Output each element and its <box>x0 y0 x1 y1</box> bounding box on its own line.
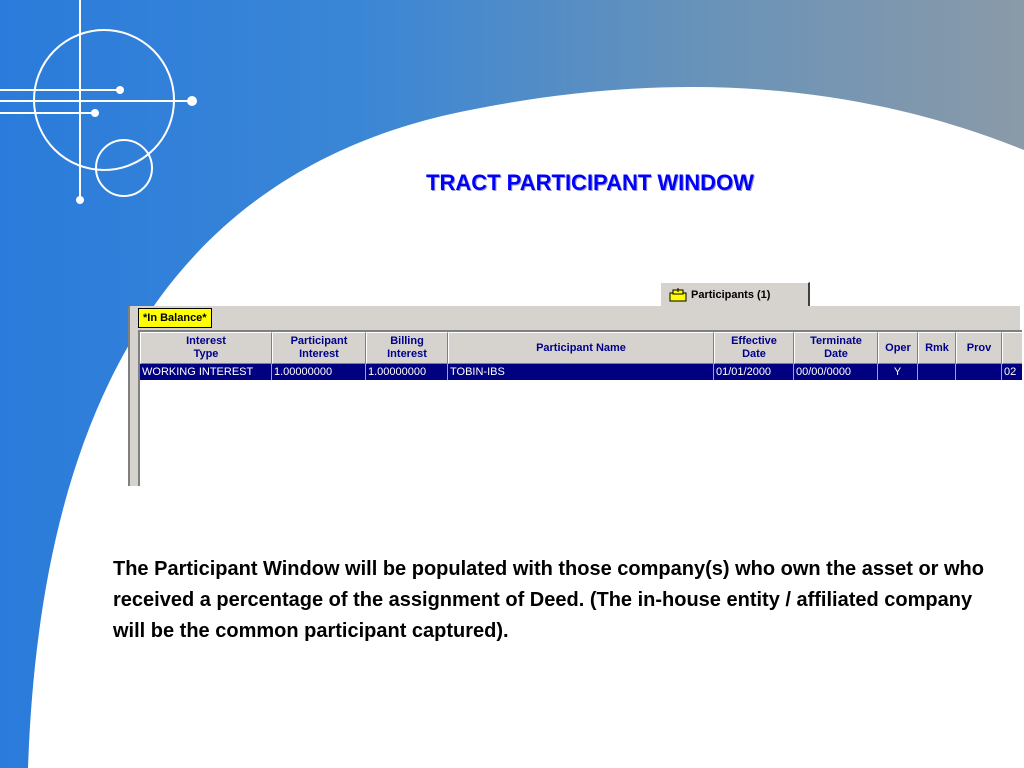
slide-title: TRACT PARTICIPANT WINDOW <box>426 170 754 195</box>
cell-extra: 02 <box>1002 364 1022 380</box>
tab-strip <box>128 280 1020 306</box>
deco-dot-4 <box>76 196 84 204</box>
table-row[interactable] <box>140 364 1022 380</box>
tab-participants-label: Participants (1) <box>691 288 771 301</box>
participant-window <box>128 280 1020 486</box>
col-participant-name[interactable]: Participant Name <box>448 332 714 364</box>
cell-terminate-date: 00/00/0000 <box>794 364 878 380</box>
in-balance-badge: *In Balance* <box>138 308 212 328</box>
col-oper[interactable]: Oper <box>878 332 918 364</box>
cell-participant-name: TOBIN-IBS <box>448 364 714 380</box>
col-rmk[interactable]: Rmk <box>918 332 956 364</box>
cell-effective-date: 01/01/2000 <box>714 364 794 380</box>
col-participant-interest[interactable]: Participant Interest <box>272 332 366 364</box>
cell-interest-type: WORKING INTEREST <box>140 364 272 380</box>
cell-participant-interest: 1.00000000 <box>272 364 366 380</box>
col-billing-interest[interactable]: Billing Interest <box>366 332 448 364</box>
cell-prov <box>956 364 1002 380</box>
cell-rmk <box>918 364 956 380</box>
col-effective-date[interactable]: Effective Date <box>714 332 794 364</box>
col-prov[interactable]: Prov <box>956 332 1002 364</box>
slide-description: The Participant Window will be populated with those company(s) who own the asset or who received a percentage of the assignment of Deed. (The in-house entity / affiliated company will be the common participant captured). <box>113 558 984 642</box>
deco-dot-1 <box>116 86 124 94</box>
deco-dot-3 <box>91 109 99 117</box>
cell-oper: Y <box>878 364 918 380</box>
grid-frame <box>128 306 1020 486</box>
tab-participants[interactable] <box>660 282 810 306</box>
col-extra[interactable] <box>1002 332 1022 364</box>
participants-grid[interactable] <box>138 330 1022 486</box>
grid-header <box>140 332 1022 364</box>
folder-icon <box>669 288 687 302</box>
cell-billing-interest: 1.00000000 <box>366 364 448 380</box>
deco-dot-2 <box>187 96 197 106</box>
col-terminate-date[interactable]: Terminate Date <box>794 332 878 364</box>
col-interest-type[interactable]: Interest Type <box>140 332 272 364</box>
